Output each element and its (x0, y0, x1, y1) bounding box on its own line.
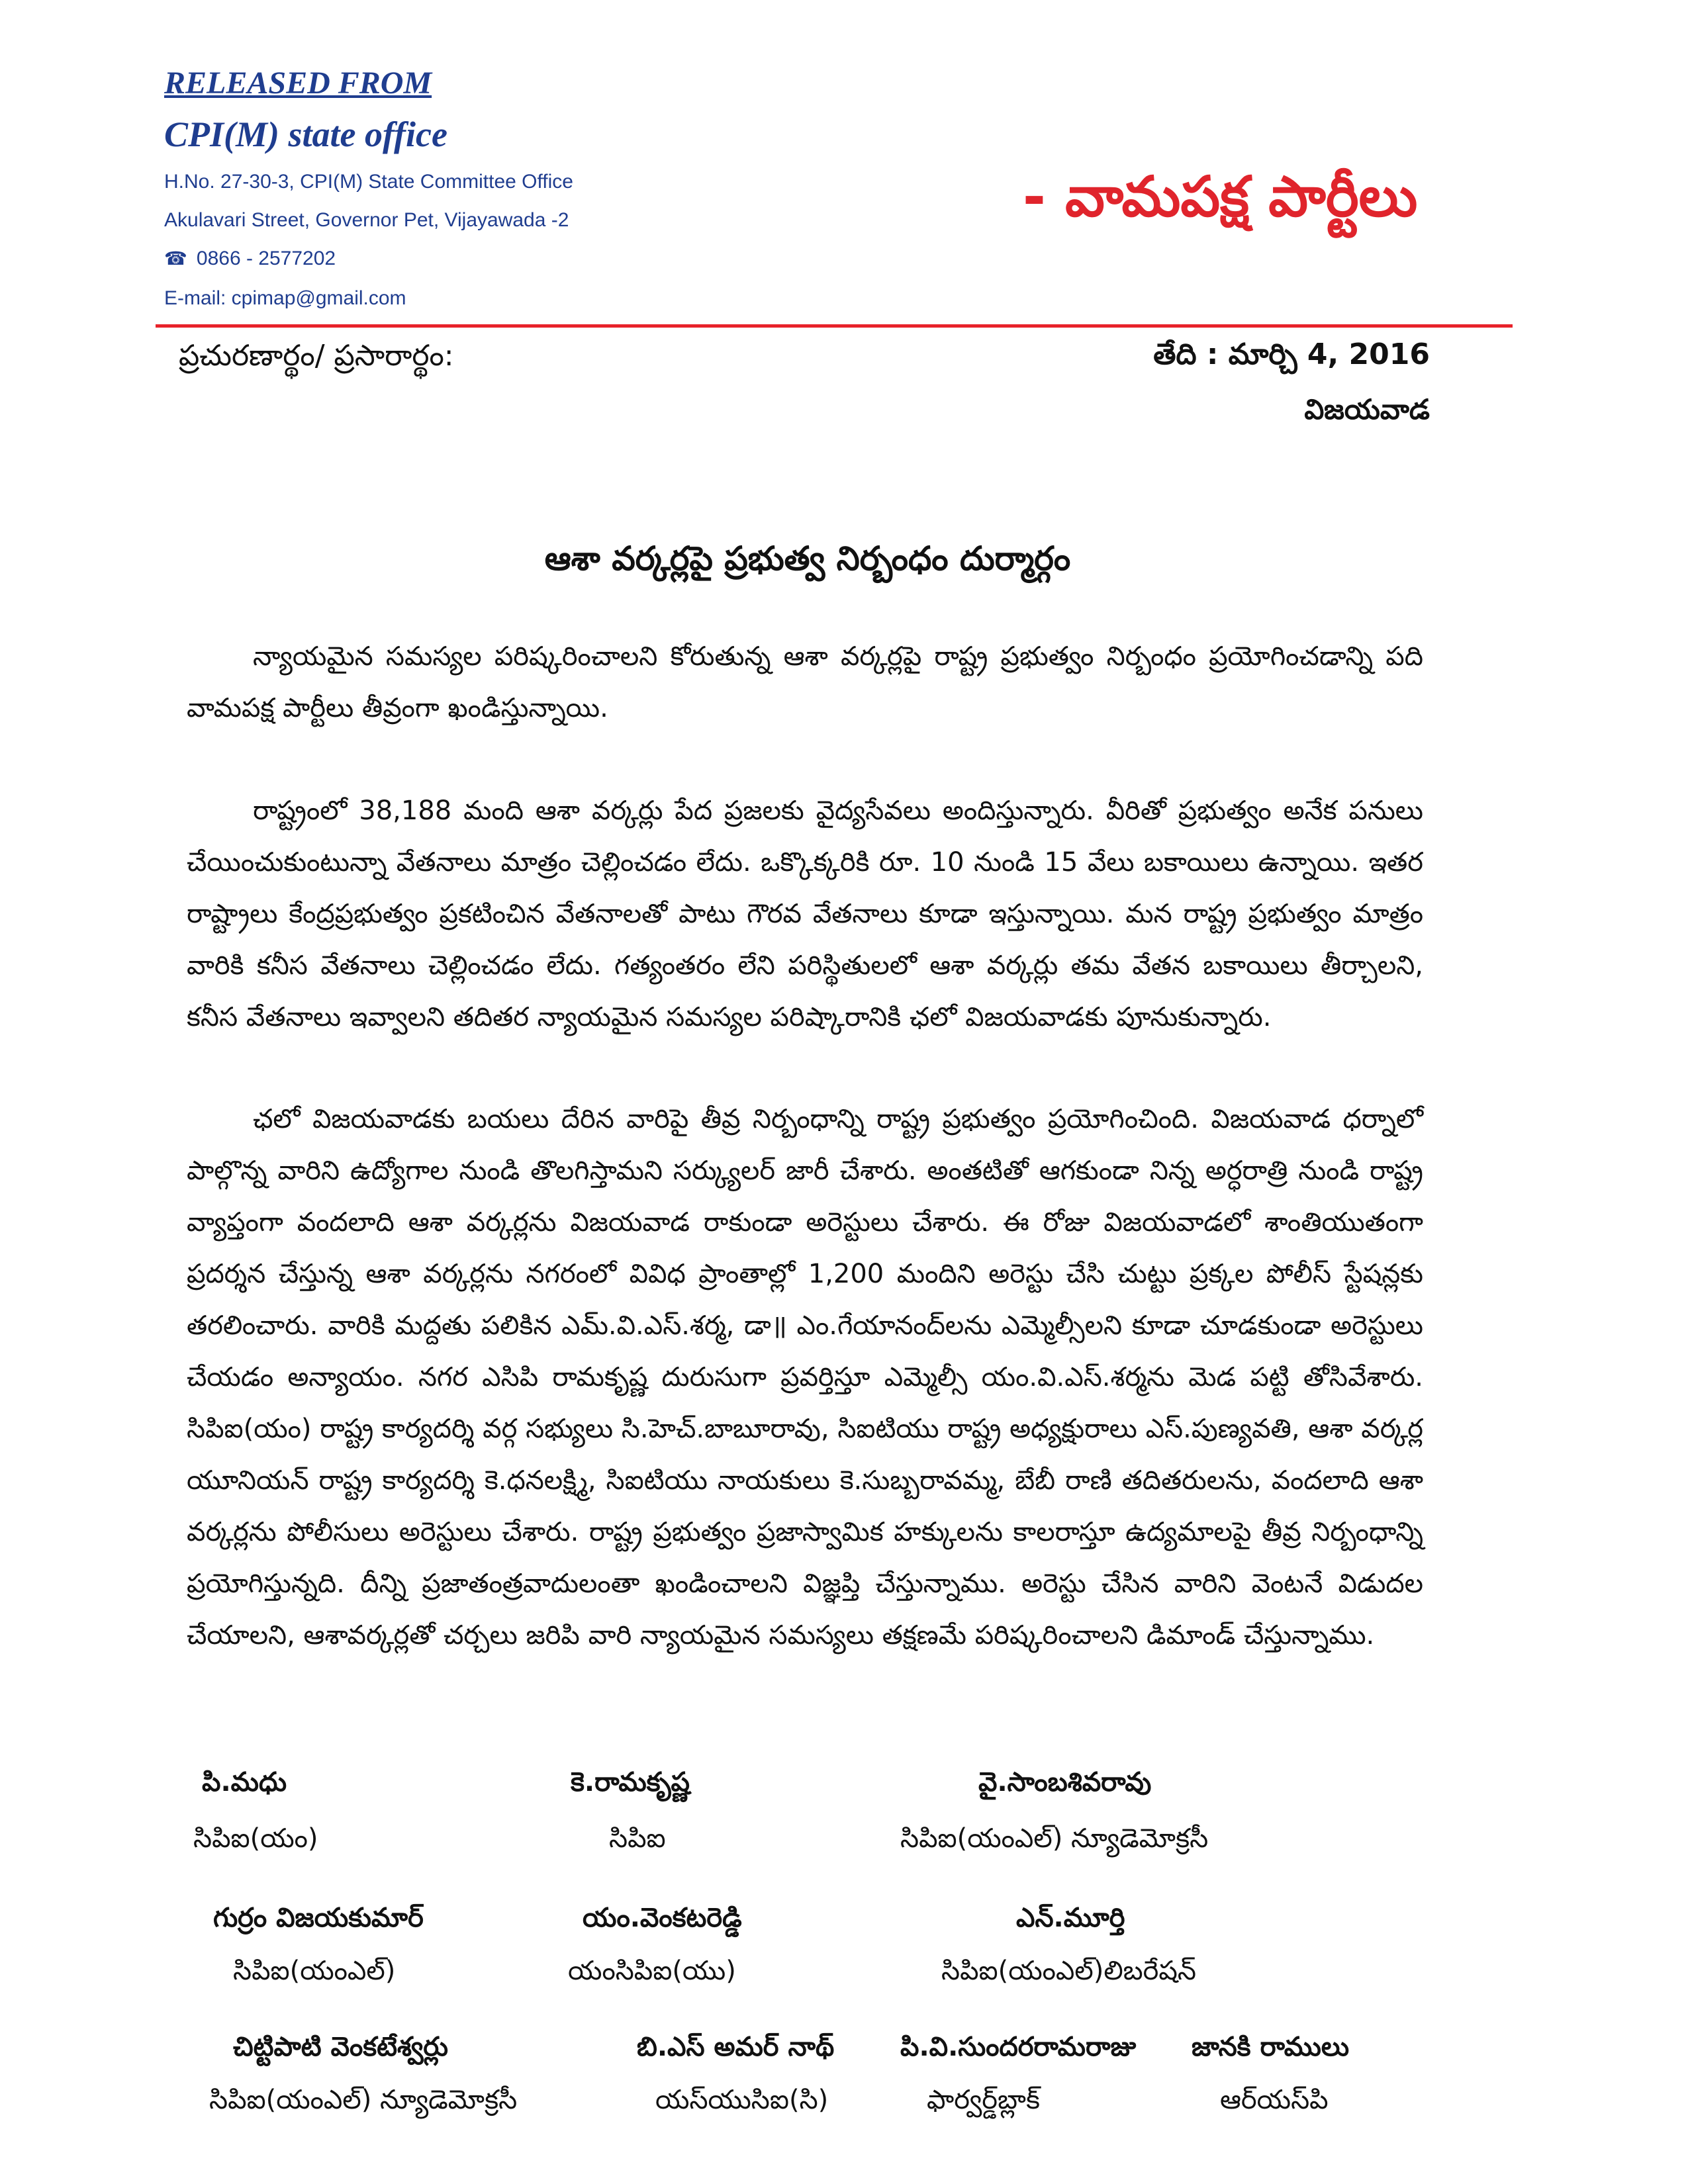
signatory-name: చిట్టిపాటి వెంకటేశ్వర్లు (233, 2032, 448, 2062)
signatory-name: గుర్రం విజయకుమార్ (213, 1903, 424, 1933)
header-divider (156, 324, 1513, 328)
headline: ఆశా వర్కర్లపై ప్రభుత్వ నిర్బంధం దుర్మార్గం (544, 539, 1071, 578)
phone-line (164, 248, 336, 270)
signatory-party: సిపిఐ(యంఎల్) (233, 1956, 396, 1986)
released-from-label: RELEASED FROM (164, 66, 432, 101)
press-release-label: ప్రచురణార్థం/ ప్రసారార్థం: (179, 339, 454, 373)
signatory-name: పి.వి.సుందరరామరాజు (900, 2032, 1137, 2062)
signatory-name: వై.సాంబశివరావు (978, 1767, 1152, 1797)
signatory-name: ఎన్.మూర్తి (1016, 1903, 1125, 1933)
paragraph-3 (187, 1093, 1423, 1661)
paragraph-text: ఛలో విజయవాడకు బయలు దేరిన వారిపై తీవ్ర నిర్బంధాన్ని రాష్ట్ర ప్రభుత్వం ప్రయోగించింది. విజయవాడ ధర్నాలో పాల్గొన్న వారిని ఉద్యోగాల నుండి తొలగిస్తామని సర్క్యులర్ జారీ చేశారు. అంతటితో ఆగకుండా నిన్న అర్ధరాత్రి నుండి రాష్ట్ర వ్యాప్తంగా వందలాది ఆశా వర్కర్లను విజయవాడ రాకుండా అరెస్టులు చేశారు. ఈ రోజు విజయవాడలో శాంతియుతంగా ప్రదర్శన చేస్తున్న ఆశా వర్కర్లను నగరంలో వివిధ ప్రాంతాల్లో 1,200 మందిని అరెస్టు చేసి చుట్టు ప్రక్కల పోలీస్ స్టేషన్లకు తరలించారు. వారికి మద్దతు పలికిన ఎమ్.వి.ఎస్.శర్మ, డా॥ ఎం.గేయానంద్‌లను ఎమ్మెల్సీలని కూడా చూడకుండా అరెస్టులు చేయడం అన్యాయం. నగర ఎసిపి రామకృష్ణ దురుసుగా ప్రవర్తిస్తూ ఎమ్మెల్సీ యం.వి.ఎస్.శర్మను మెడ పట్టి తోసివేశారు. సిపిఐ(యం) రాష్ట్ర కార్యదర్శి వర్గ సభ్యులు సి.హెచ్.బాబూరావు, సిఐటియు రాష్ట్ర అధ్యక్షురాలు ఎస్.పుణ్యవతి, ఆశా వర్కర్ల యూనియన్ రాష్ట్ర కార్యదర్శి కె.ధనలక్ష్మి, సిఐటియు నాయకులు కె.సుబ్బరావమ్మ, బేబీ రాణి తదితరులను, వందలాది ఆశా వర్కర్లను పోలీసులు అరెస్టులు చేశారు. రాష్ట్ర ప్రభుత్వం ప్రజాస్వామిక హక్కులను కాలరాస్తూ ఉద్యమాలపై తీవ్ర నిర్బంధాన్ని ప్రయోగిస్తున్నది. దీన్ని ప్రజాతంత్రవాదులంతా ఖండించాలని విజ్ఞప్తి చేస్తున్నాము. అరెస్టు చేసిన వారిని వెంటనే విడుదల చేయాలని, ఆశావర్కర్లతో చర్చలు జరిపి వారి న్యాయమైన సమస్యలు తక్షణమే పరిష్కరించాలని డిమాండ్ చేస్తున్నాము. (187, 1104, 1423, 1651)
paragraph-2 (187, 785, 1423, 1043)
signatory-party: యంసిపిఐ(యు) (568, 1956, 736, 1986)
signatory-party: సిపిఐ(యంఎల్) న్యూడెమోక్రసీ (900, 1823, 1209, 1854)
signatory-party: ఫార్వర్డ్‌బ్లాక్ (927, 2085, 1041, 2115)
paragraph-1 (187, 631, 1423, 734)
release-date: తేది : మార్చి 4, 2016 (1153, 338, 1430, 371)
signatory-name: కె.రామకృష్ణ (571, 1767, 690, 1797)
paragraph-text: రాష్ట్రంలో 38,188 మంది ఆశా వర్కర్లు పేద ప్రజలకు వైద్యసేవలు అందిస్తున్నారు. వీరితో ప్రభుత్వం అనేక పనులు చేయించుకుంటున్నా వేతనాలు మాత్రం చెల్లించడం లేదు. ఒక్కొక్కరికి రూ. 10 నుండి 15 వేలు బకాయిలు ఉన్నాయి. ఇతర రాష్ట్రాలు కేంద్రప్రభుత్వం ప్రకటించిన వేతనాలతో పాటు గౌరవ వేతనాలు కూడా ఇస్తున్నాయి. మన రాష్ట్ర ప్రభుత్వం మాత్రం వారికి కనీస వేతనాలు చెల్లించడం లేదు. గత్యంతరం లేని పరిస్థితులలో ఆశా వర్కర్లు తమ వేతన బకాయిలు తీర్చాలని, కనీస వేతనాలు ఇవ్వాలని తదితర న్యాయమైన సమస్యల పరిష్కారానికి ఛలో విజయవాడకు పూనుకున్నారు. (187, 796, 1423, 1032)
signatory-name: యం.వెంకటరెడ్డి (583, 1903, 742, 1933)
email-line: E-mail: cpimap@gmail.com (164, 287, 406, 309)
address-line-2: Akulavari Street, Governor Pet, Vijayawada -2 (164, 209, 569, 231)
phone-number: 0866 - 2577202 (196, 248, 336, 269)
release-place: విజయవాడ (1304, 393, 1430, 426)
signatory-party: యస్‌యుసిఐ(సి) (655, 2085, 829, 2115)
signatory-party: సిపిఐ(యంఎల్)లిబరేషన్ (941, 1956, 1196, 1986)
signatory-name: పి.మధు (202, 1767, 287, 1797)
paragraph-text: న్యాయమైన సమస్యల పరిష్కరించాలని కోరుతున్న ఆశా వర్కర్లపై రాష్ట్ర ప్రభుత్వం నిర్బంధం ప్రయోగించడాన్ని పది వామపక్ష పార్టీలు తీవ్రంగా ఖండిస్తున్నాయి. (187, 641, 1423, 723)
party-title: - వామపక్ష పార్టీలు (1023, 164, 1418, 229)
signatory-name: జానకి రాములు (1192, 2032, 1350, 2062)
office-name: CPI(M) state office (164, 114, 447, 154)
address-line-1: H.No. 27-30-3, CPI(M) State Committee Office (164, 171, 573, 193)
signatory-party: సిపిఐ(యంఎల్) న్యూడెమోక్రసీ (209, 2085, 518, 2115)
signatory-name: బి.ఎస్ అమర్ నాథ్ (637, 2032, 835, 2062)
signatory-party: సిపిఐ(యం) (193, 1823, 318, 1854)
signatory-party: సిపిఐ (609, 1823, 666, 1854)
signatory-party: ఆర్‌యస్‌పి (1220, 2085, 1329, 2115)
telephone-icon: ☎ (164, 248, 187, 269)
